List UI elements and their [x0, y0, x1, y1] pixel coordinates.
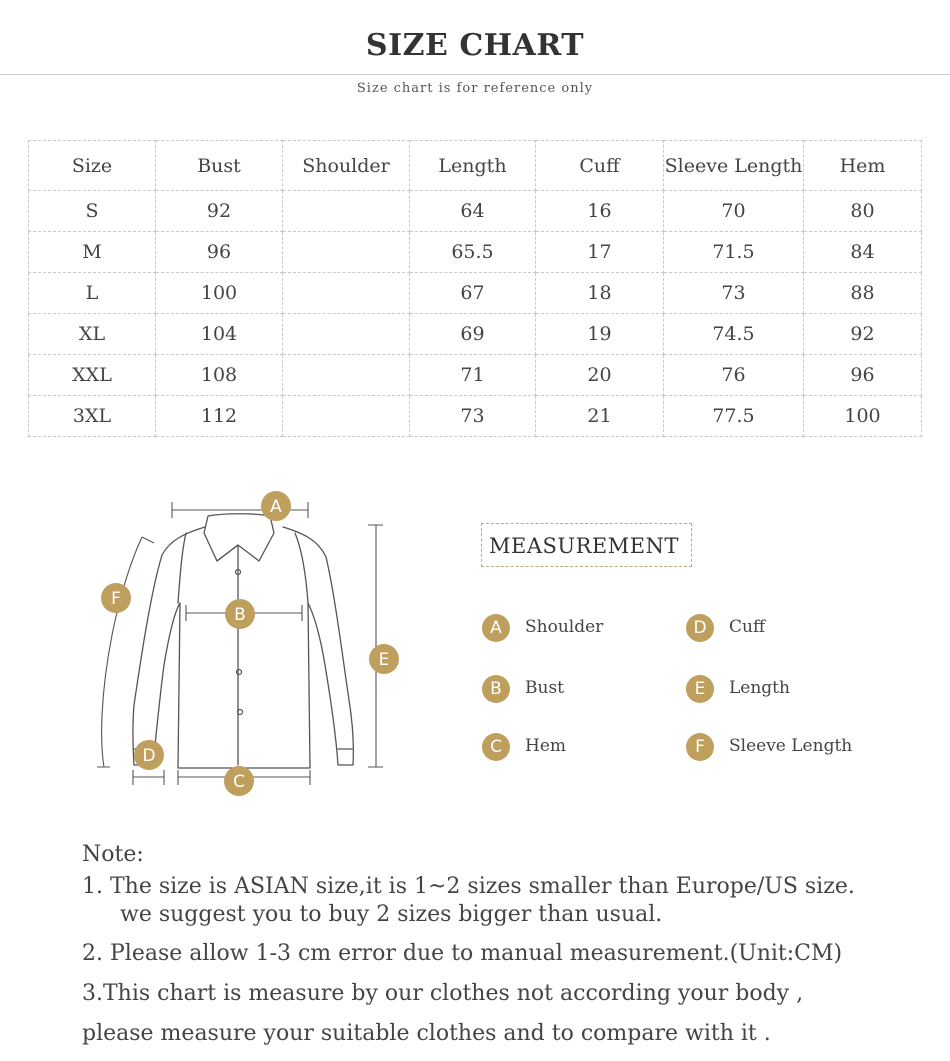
table-cell: L	[29, 273, 156, 314]
table-cell: 67	[410, 273, 536, 314]
table-cell: 19	[536, 314, 664, 355]
table-cell: 92	[156, 191, 283, 232]
table-cell: 73	[410, 396, 536, 437]
notes-heading: Note:	[82, 842, 144, 867]
marker-f	[101, 583, 131, 613]
legend-label: Shoulder	[525, 617, 604, 637]
table-cell	[283, 273, 410, 314]
table-cell	[283, 396, 410, 437]
legend-label: Length	[729, 678, 790, 698]
table-row	[29, 314, 922, 355]
column-header: Size	[29, 141, 156, 191]
legend-marker: E	[686, 675, 714, 703]
legend-label: Sleeve Length	[729, 736, 853, 756]
column-header: Length	[410, 141, 536, 191]
table-cell: 21	[536, 396, 664, 437]
note-line: we suggest you to buy 2 sizes bigger than usual.	[120, 902, 663, 927]
table-cell: 71.5	[664, 232, 804, 273]
marker-b	[225, 599, 255, 629]
table-cell: XL	[29, 314, 156, 355]
table-cell	[283, 232, 410, 273]
svg-text:B: B	[234, 605, 246, 625]
legend-label: Hem	[525, 736, 567, 756]
table-row	[29, 191, 922, 232]
svg-text:E: E	[378, 650, 390, 670]
table-cell: 96	[156, 232, 283, 273]
table-cell: S	[29, 191, 156, 232]
table-cell: 65.5	[410, 232, 536, 273]
column-header: Sleeve Length	[664, 141, 804, 191]
table-cell: 69	[410, 314, 536, 355]
table-row	[29, 273, 922, 314]
note-line: please measure your suitable clothes and to compare with it .	[82, 1021, 771, 1046]
measurement-heading: MEASUREMENT	[481, 523, 692, 567]
table-cell: 84	[804, 232, 922, 273]
marker-c	[224, 766, 254, 796]
table-cell: 71	[410, 355, 536, 396]
table-cell: 76	[664, 355, 804, 396]
shirt-collar	[204, 514, 274, 561]
column-header: Hem	[804, 141, 922, 191]
table-cell: 70	[664, 191, 804, 232]
legend-marker: D	[686, 614, 714, 642]
legend-marker: A	[482, 614, 510, 642]
table-cell: 16	[536, 191, 664, 232]
table-cell: 108	[156, 355, 283, 396]
svg-text:F: F	[111, 589, 121, 609]
legend-marker: F	[686, 733, 714, 761]
shirt-outline	[133, 527, 354, 768]
table-row	[29, 396, 922, 437]
table-cell: 80	[804, 191, 922, 232]
table-cell: 112	[156, 396, 283, 437]
table-cell: 64	[410, 191, 536, 232]
legend-label: Bust	[525, 678, 564, 698]
note-line: 3.This chart is measure by our clothes not according your body ,	[82, 981, 804, 1006]
table-cell: 96	[804, 355, 922, 396]
page-subtitle: Size chart is for reference only	[356, 81, 594, 96]
column-header: Bust	[156, 141, 283, 191]
table-header-row	[29, 141, 922, 191]
table-cell: 92	[804, 314, 922, 355]
table-cell: M	[29, 232, 156, 273]
legend-marker: B	[482, 675, 510, 703]
table-cell: 73	[664, 273, 804, 314]
title-divider	[0, 74, 950, 75]
page-title: SIZE CHART	[365, 28, 585, 63]
marker-d	[134, 740, 164, 770]
table-cell: XXL	[29, 355, 156, 396]
table-cell: 100	[156, 273, 283, 314]
table-row	[29, 232, 922, 273]
legend-label: Cuff	[729, 617, 766, 637]
size-table	[28, 140, 922, 437]
table-cell	[283, 314, 410, 355]
svg-text:D: D	[142, 746, 156, 766]
table-cell: 77.5	[664, 396, 804, 437]
table-cell: 20	[536, 355, 664, 396]
table-cell: 104	[156, 314, 283, 355]
shirt-diagram	[90, 485, 410, 805]
table-cell: 18	[536, 273, 664, 314]
note-line: 1. The size is ASIAN size,it is 1~2 sizes smaller than Europe/US size.	[82, 874, 855, 899]
table-cell: 17	[536, 232, 664, 273]
table-row	[29, 355, 922, 396]
table-cell: 100	[804, 396, 922, 437]
legend-marker: C	[482, 733, 510, 761]
marker-e	[369, 644, 399, 674]
column-header: Shoulder	[283, 141, 410, 191]
table-cell: 88	[804, 273, 922, 314]
svg-text:A: A	[270, 497, 282, 517]
table-cell	[283, 355, 410, 396]
column-header: Cuff	[536, 141, 664, 191]
note-line: 2. Please allow 1-3 cm error due to manual measurement.(Unit:CM)	[82, 941, 843, 966]
table-cell: 3XL	[29, 396, 156, 437]
svg-text:C: C	[233, 772, 245, 792]
marker-a	[261, 491, 291, 521]
table-cell: 74.5	[664, 314, 804, 355]
table-cell	[283, 191, 410, 232]
